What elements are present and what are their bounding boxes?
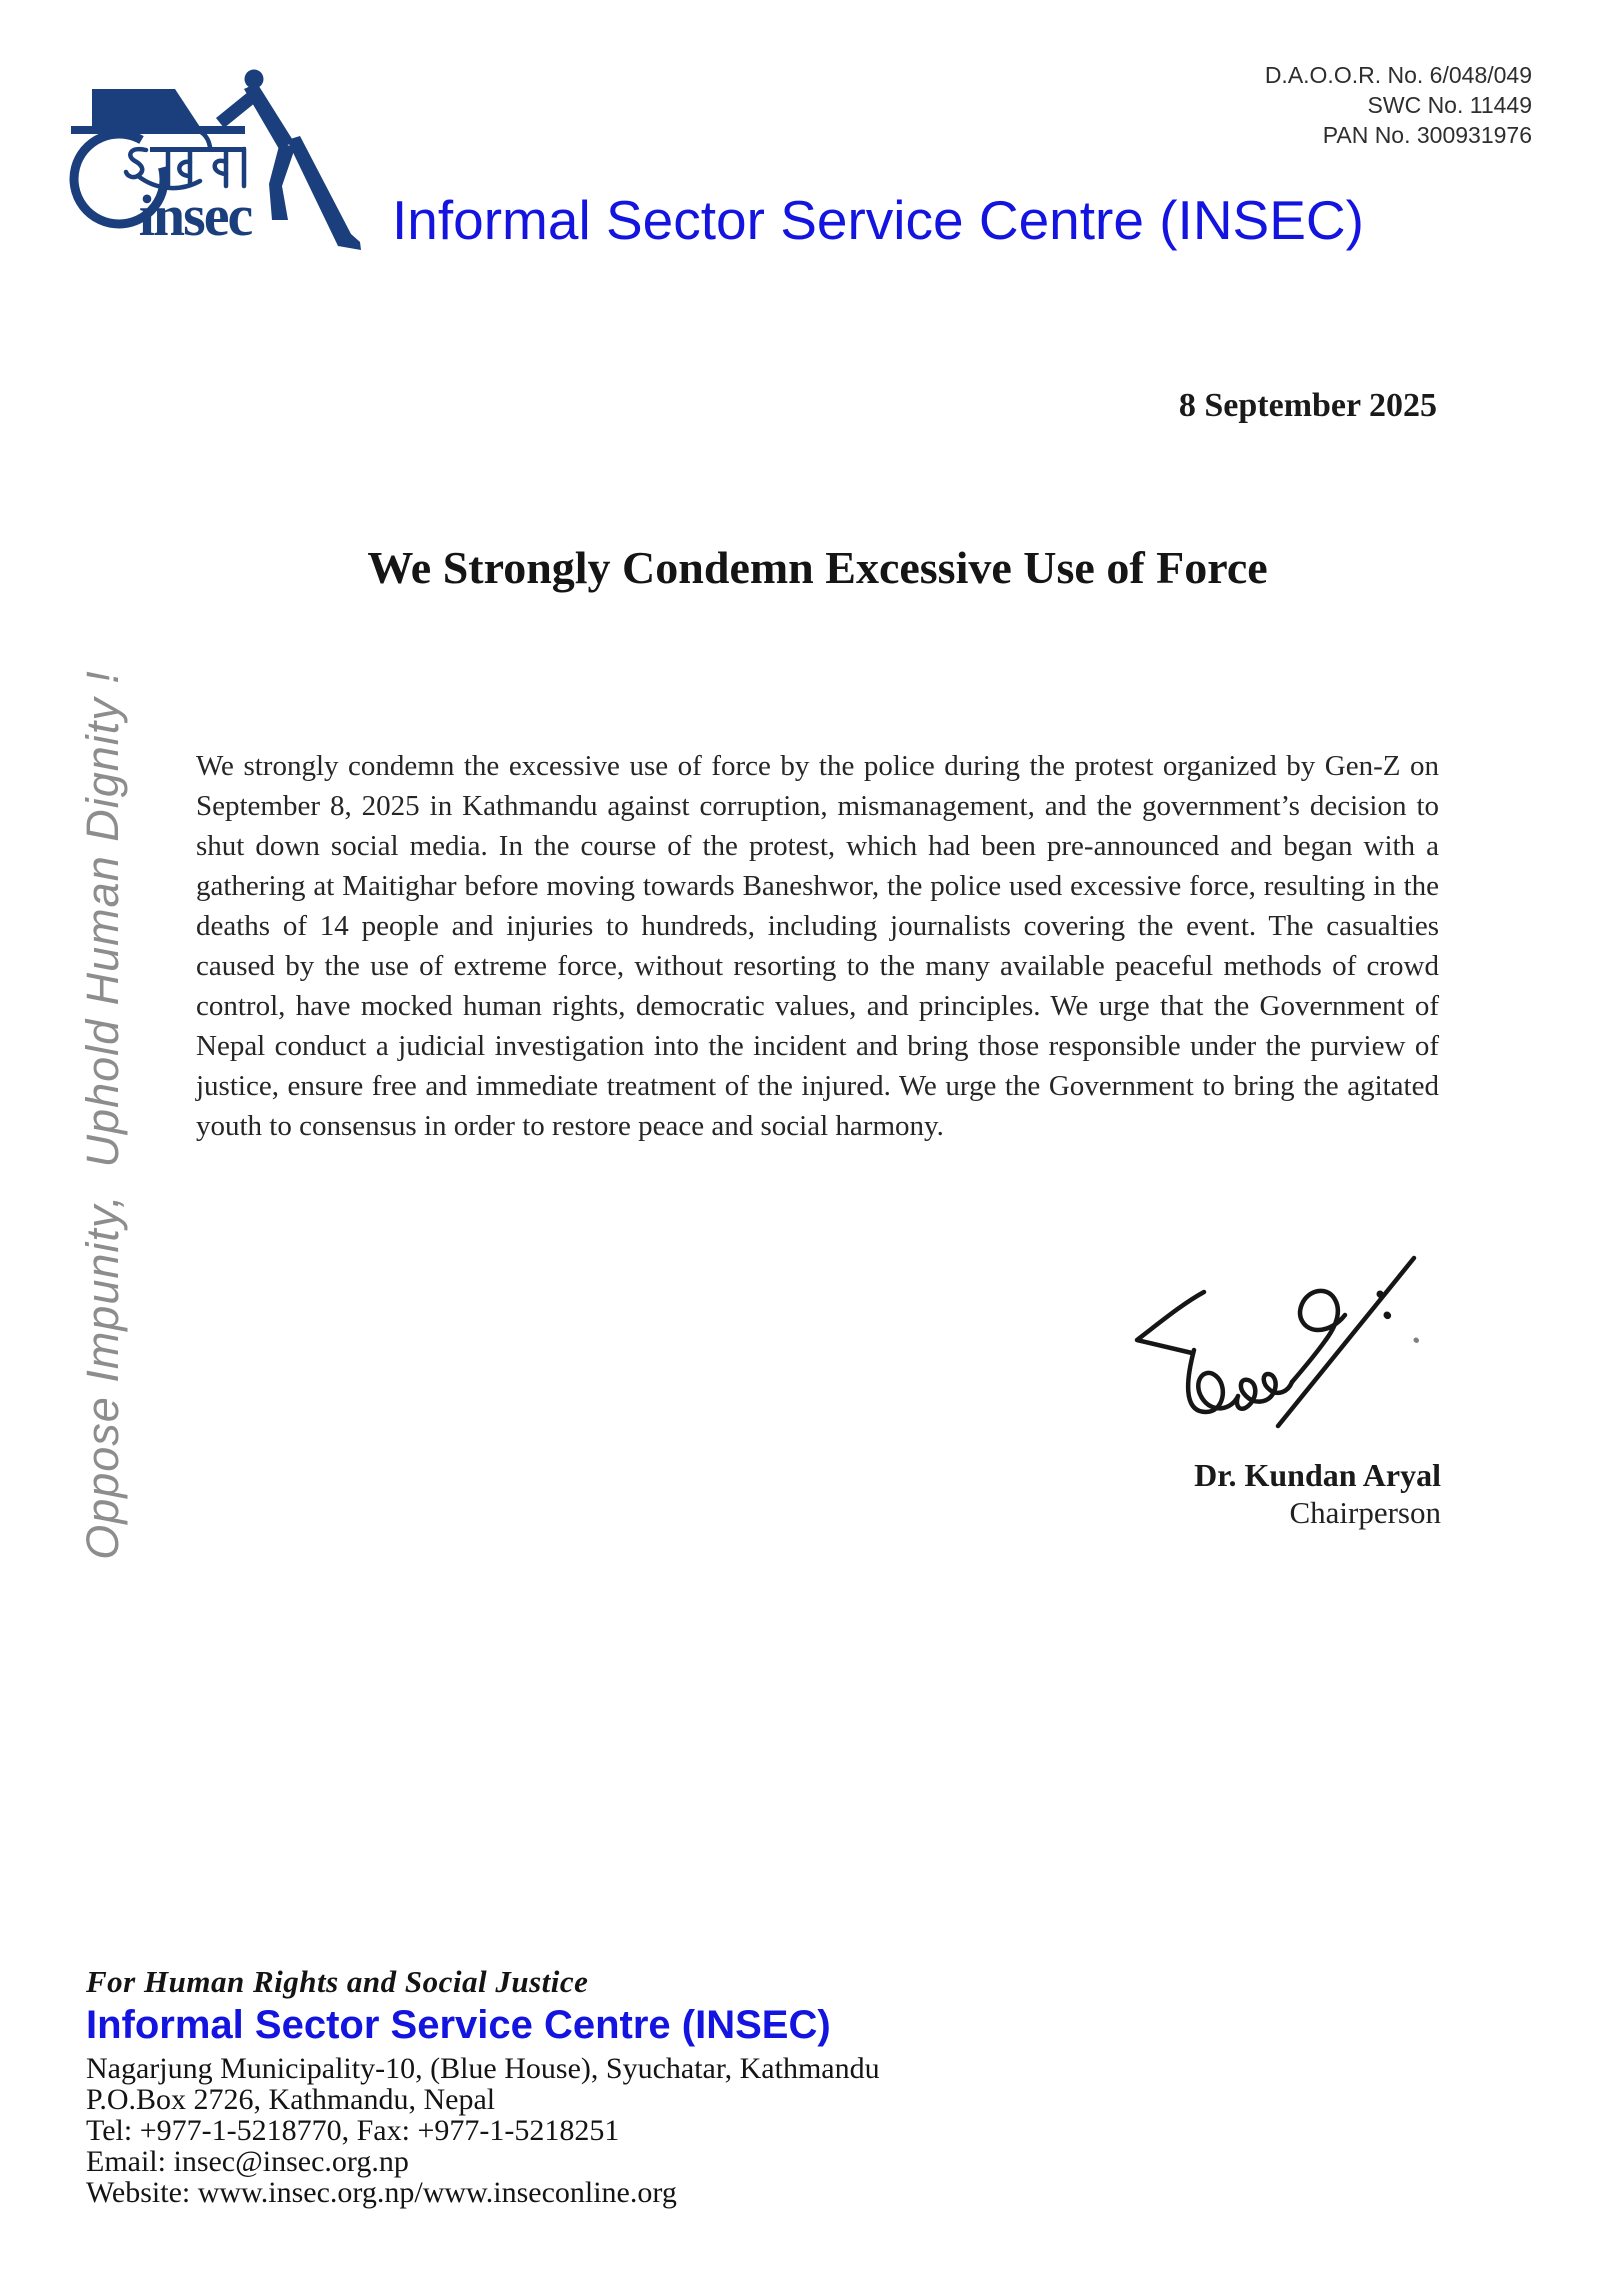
- vertical-tagline: Oppose Impunity, Uphold Human Dignity !: [77, 670, 128, 1560]
- reg-daoor: D.A.O.O.R. No. 6/048/049: [1264, 62, 1532, 88]
- figure-back-leg-shape: [287, 136, 361, 250]
- org-title: Informal Sector Service Centre (INSEC): [392, 189, 1364, 251]
- figure-front-leg-shape: [269, 142, 295, 220]
- letter-body: We strongly condemn the excessive use of force by the police during the protest organized by Gen-Z on September 8, 2025 in Kathmandu against corruption, mismanagement, and the government’s decision to shut down social media. In the course of the protest, which had been pre-announced and began with a gathering at Maitighar before moving towards Baneshwor, the police used excessive force, resulting in the deaths of 14 people and injuries to hundreds, including journalists covering the event. The casualties caused by the use of extreme force, without resorting to the many available peaceful methods of crowd control, have mocked human rights, democratic values, and principles. We urge that the Government of Nepal conduct a judicial investigation into the incident and bring those responsible under the purview of justice, ensure free and immediate treatment of the injured. We urge the Government to bring the agitated youth to consensus in order to restore peace and social harmony.: [196, 750, 1439, 1142]
- footer-address: [86, 2053, 1186, 2208]
- reg-swc: SWC No. 11449: [1367, 92, 1532, 118]
- letter-date: 8 September 2025: [1178, 387, 1437, 424]
- letter-headline: We Strongly Condemn Excessive Use of Force: [367, 542, 1268, 593]
- footer-org-name: Informal Sector Service Centre (INSEC): [86, 2003, 831, 2047]
- signature-dot-1: [1380, 1294, 1381, 1295]
- cart-load-shape: [92, 89, 200, 127]
- footer-email: Email: insec@insec.org.np: [86, 2145, 409, 2178]
- logo-devanagari-glyphs: [126, 130, 246, 188]
- signature-icon: [1128, 1252, 1428, 1432]
- signature-slash-stroke: [1278, 1258, 1414, 1426]
- logo-latin-text: insec: [138, 183, 252, 248]
- figure-torso-shape: [244, 83, 294, 149]
- footer-website: Website: www.insec.org.np/www.inseconline.org: [86, 2176, 677, 2209]
- insec-logo-icon: [58, 44, 383, 259]
- signature-dot-3: [1416, 1340, 1417, 1341]
- signature-s-stroke: [1292, 1291, 1345, 1382]
- footer-address-line-2: P.O.Box 2726, Kathmandu, Nepal: [86, 2083, 496, 2116]
- cart-bed-shape: [71, 126, 245, 134]
- signature-dot-2: [1387, 1315, 1388, 1316]
- figure-arm-shape: [216, 92, 256, 128]
- footer-block: [86, 1964, 1186, 2208]
- signatory-name: Dr. Kundan Aryal: [1194, 1457, 1441, 1493]
- signatory-role: Chairperson: [1289, 1495, 1441, 1530]
- footer-motto: For Human Rights and Social Justice: [86, 1964, 589, 1999]
- footer-tel-fax: Tel: +977-1-5218770, Fax: +977-1-5218251: [86, 2114, 620, 2147]
- registration-block: [1265, 60, 1532, 150]
- signatory-block: [1194, 1456, 1441, 1532]
- signature-loops-stroke: [1188, 1350, 1292, 1412]
- footer-address-line-1: Nagarjung Municipality-10, (Blue House), Syuchatar, Kathmandu: [86, 2052, 880, 2085]
- signature-pennant-stroke: [1137, 1292, 1204, 1353]
- reg-pan: PAN No. 300931976: [1322, 122, 1532, 148]
